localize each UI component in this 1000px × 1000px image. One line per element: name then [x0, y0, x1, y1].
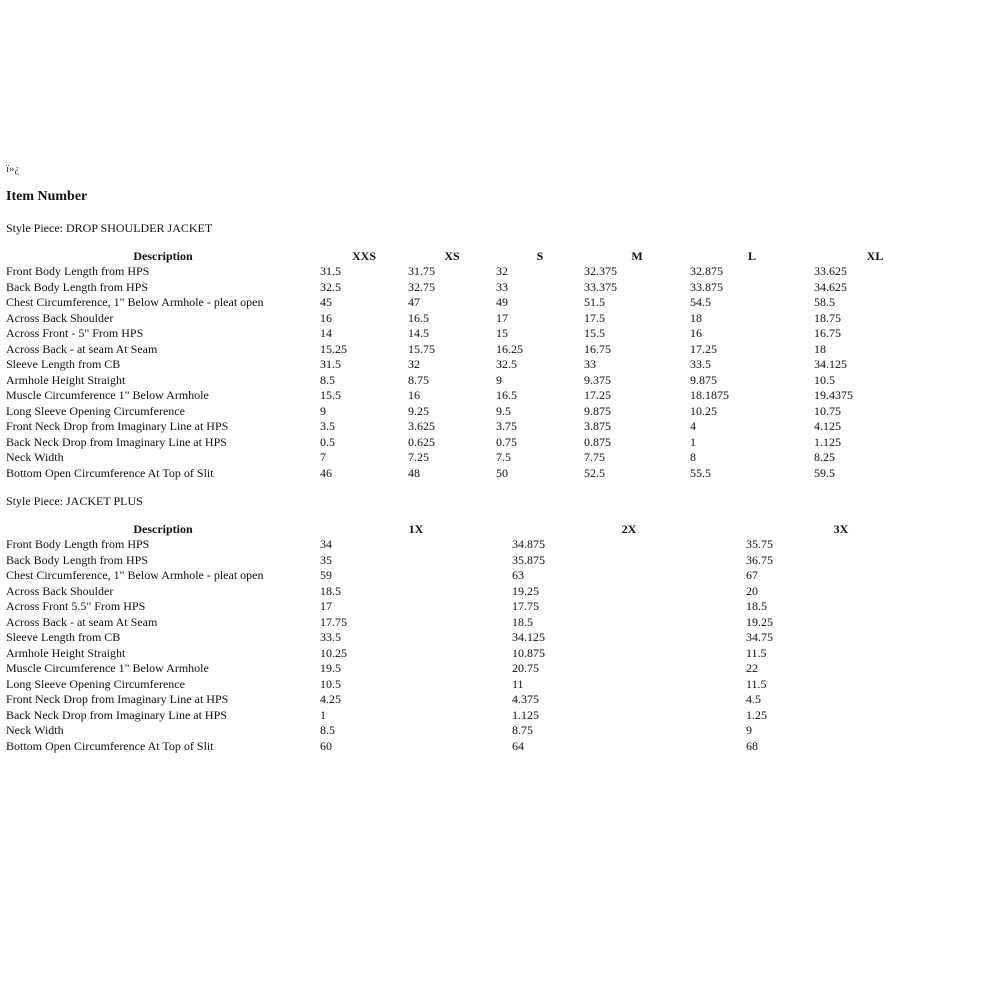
measurement-value-cell: 20: [746, 583, 758, 598]
measurement-value-cell: 35.875: [512, 552, 545, 567]
measurement-value-cell: 51.5: [584, 295, 605, 309]
measurement-value-cell: 15.25: [320, 341, 347, 356]
measurement-value-cell: 52.5: [584, 465, 605, 480]
measurement-value-cell: 10.5: [814, 372, 835, 387]
measurement-value-cell: 18.5: [512, 614, 533, 629]
measurement-value-cell: 20.75: [512, 661, 539, 675]
measurement-description-cell: Across Front - 5" From HPS: [6, 326, 144, 340]
measurement-value-cell: 33.5: [320, 630, 341, 644]
measurement-value-cell: 7: [320, 450, 326, 464]
table-row: [6, 537, 936, 553]
measurement-value-cell: 0.625: [408, 434, 435, 449]
measurement-value-cell: 9: [746, 723, 752, 737]
measurement-value-cell: 35.75: [746, 537, 773, 551]
measurement-value-cell: 8.75: [512, 723, 533, 737]
table-row: [6, 450, 936, 466]
measurement-value-cell: 16.75: [814, 326, 841, 340]
measurement-value-cell: 10.75: [814, 403, 841, 418]
measurement-value-cell: 18.5: [320, 583, 341, 598]
table-row: [6, 739, 936, 755]
measurement-value-cell: 9.375: [584, 372, 611, 387]
measurement-value-cell: 33.625: [814, 264, 847, 278]
measurement-value-cell: 10.25: [690, 403, 717, 418]
table-row: [6, 264, 936, 280]
table-header-row: [6, 521, 936, 537]
measurement-value-cell: 10.5: [320, 676, 341, 691]
measurement-value-cell: 34: [320, 537, 332, 551]
measurement-value-cell: 15.5: [320, 388, 341, 402]
measurement-value-cell: 9.5: [496, 403, 511, 418]
table-row: [6, 342, 936, 358]
measurement-value-cell: 0.875: [584, 434, 611, 449]
measurement-value-cell: 18.5: [746, 599, 767, 613]
measurement-value-cell: 4.125: [814, 419, 841, 433]
measurement-value-cell: 8: [690, 450, 696, 464]
measurement-description-cell: Chest Circumference, 1" Below Armhole - pleat open: [6, 295, 264, 309]
measurement-value-cell: 17.25: [690, 341, 717, 356]
measurement-value-cell: 9: [496, 372, 502, 387]
measurement-description-cell: Across Back Shoulder: [6, 310, 114, 325]
column-header-size: M: [631, 249, 643, 263]
measurement-value-cell: 33.375: [584, 279, 617, 294]
style-piece-label: Style Piece: JACKET PLUS: [6, 494, 143, 508]
measurement-description-cell: Across Front 5.5" From HPS: [6, 599, 146, 613]
measurement-value-cell: 48: [408, 465, 420, 480]
table-row: [6, 404, 936, 420]
column-header-size: S: [536, 249, 544, 263]
measurement-value-cell: 34.625: [814, 279, 847, 294]
measurement-value-cell: 8.5: [320, 723, 335, 737]
measurement-description-cell: Across Back Shoulder: [6, 583, 114, 598]
column-header-description: Description: [133, 522, 193, 536]
measurement-description-cell: Neck Width: [6, 723, 64, 737]
size-spec-table-jacket-plus: [6, 521, 936, 754]
measurement-value-cell: 31.5: [320, 264, 341, 278]
measurement-value-cell: 16.5: [408, 310, 429, 325]
measurement-value-cell: 17.5: [584, 310, 605, 325]
column-header-description: Description: [133, 249, 193, 263]
table-row: [6, 708, 936, 724]
measurement-value-cell: 19.25: [512, 583, 539, 598]
table-row: [6, 280, 936, 296]
measurement-value-cell: 59: [320, 568, 332, 582]
measurement-description-cell: Sleeve Length from CB: [6, 357, 121, 371]
measurement-value-cell: 18: [814, 341, 826, 356]
measurement-value-cell: 4: [690, 419, 696, 433]
column-header-size: XXS: [351, 249, 376, 263]
table-row: [6, 373, 936, 389]
measurement-value-cell: 36.75: [746, 552, 773, 567]
measurement-description-cell: Muscle Circumference 1" Below Armhole: [6, 388, 209, 402]
measurement-value-cell: 4.5: [746, 692, 761, 706]
measurement-value-cell: 19.5: [320, 661, 341, 675]
measurement-value-cell: 17: [320, 599, 332, 613]
measurement-description-cell: Front Neck Drop from Imaginary Line at HPS: [6, 692, 229, 706]
measurement-value-cell: 16.25: [496, 341, 523, 356]
measurement-value-cell: 34.125: [814, 357, 847, 371]
measurement-value-cell: 9.875: [690, 372, 717, 387]
measurement-value-cell: 50: [496, 465, 508, 480]
measurement-value-cell: 0.5: [320, 434, 335, 449]
measurement-value-cell: 32.875: [690, 264, 723, 278]
measurement-value-cell: 11.5: [746, 645, 767, 660]
measurement-value-cell: 32.375: [584, 264, 617, 278]
measurement-value-cell: 18: [690, 310, 702, 325]
measurement-value-cell: 32: [496, 264, 508, 278]
measurement-value-cell: 1: [690, 434, 696, 449]
measurement-value-cell: 63: [512, 568, 524, 582]
measurement-value-cell: 67: [746, 568, 758, 582]
measurement-description-cell: Bottom Open Circumference At Top of Slit: [6, 738, 214, 753]
measurement-value-cell: 49: [496, 295, 508, 309]
measurement-value-cell: 47: [408, 295, 420, 309]
measurement-value-cell: 1.125: [814, 434, 841, 449]
table-row: [6, 419, 936, 435]
measurement-value-cell: 10.875: [512, 645, 545, 660]
measurement-value-cell: 0.75: [496, 434, 517, 449]
table-row: [6, 388, 936, 404]
measurement-value-cell: 8.75: [408, 372, 429, 387]
table-row: [6, 615, 936, 631]
measurement-description-cell: Front Body Length from HPS: [6, 537, 150, 551]
measurement-value-cell: 14.5: [408, 326, 429, 340]
measurement-value-cell: 34.75: [746, 630, 773, 644]
column-header-size: 3X: [833, 522, 849, 536]
column-header-size: L: [747, 249, 756, 263]
measurement-value-cell: 68: [746, 738, 758, 753]
table-row: [6, 435, 936, 451]
measurement-description-cell: Chest Circumference, 1" Below Armhole - pleat open: [6, 568, 264, 582]
measurement-value-cell: 16: [320, 310, 332, 325]
measurement-value-cell: 33: [584, 357, 596, 371]
measurement-value-cell: 16.75: [584, 341, 611, 356]
measurement-value-cell: 58.5: [814, 295, 835, 309]
measurement-value-cell: 18.1875: [690, 388, 729, 402]
measurement-value-cell: 15: [496, 326, 508, 340]
measurement-value-cell: 1: [320, 707, 326, 722]
measurement-value-cell: 17.75: [320, 614, 347, 629]
bom-artifact-text: ï»¿: [6, 163, 20, 175]
measurement-value-cell: 9.25: [408, 403, 429, 418]
measurement-description-cell: Front Body Length from HPS: [6, 264, 150, 278]
measurement-value-cell: 7.5: [496, 450, 511, 464]
measurement-value-cell: 7.75: [584, 450, 605, 464]
measurement-value-cell: 60: [320, 738, 332, 753]
table-row: [6, 661, 936, 677]
measurement-value-cell: 3.5: [320, 419, 335, 433]
measurement-value-cell: 3.875: [584, 419, 611, 433]
table-row: [6, 466, 936, 482]
table-row: [6, 692, 936, 708]
measurement-description-cell: Muscle Circumference 1" Below Armhole: [6, 661, 209, 675]
table-row: [6, 326, 936, 342]
measurement-value-cell: 1.125: [512, 707, 539, 722]
measurement-value-cell: 33.5: [690, 357, 711, 371]
measurement-value-cell: 8.5: [320, 372, 335, 387]
measurement-value-cell: 22: [746, 661, 758, 675]
column-header-size: 2X: [621, 522, 637, 536]
measurement-value-cell: 31.75: [408, 264, 435, 278]
table-row: [6, 677, 936, 693]
measurement-description-cell: Armhole Height Straight: [6, 372, 126, 387]
measurement-value-cell: 16: [408, 388, 420, 402]
measurement-value-cell: 8.25: [814, 450, 835, 464]
column-header-size: XS: [444, 249, 460, 263]
measurement-value-cell: 18.75: [814, 310, 841, 325]
measurement-value-cell: 64: [512, 738, 524, 753]
table-row: [6, 599, 936, 615]
table-row: [6, 646, 936, 662]
measurement-value-cell: 46: [320, 465, 332, 480]
measurement-value-cell: 31.5: [320, 357, 341, 371]
measurement-value-cell: 34.125: [512, 630, 545, 644]
size-spec-table-drop-shoulder: [6, 248, 936, 481]
measurement-value-cell: 33: [496, 279, 508, 294]
measurement-value-cell: 16: [690, 326, 702, 340]
table-row: [6, 357, 936, 373]
measurement-description-cell: Long Sleeve Opening Circumference: [6, 403, 185, 418]
measurement-description-cell: Across Back - at seam At Seam: [6, 341, 158, 356]
table-row: [6, 553, 936, 569]
measurement-description-cell: Long Sleeve Opening Circumference: [6, 676, 185, 691]
style-piece-label: Style Piece: DROP SHOULDER JACKET: [6, 221, 213, 235]
measurement-description-cell: Bottom Open Circumference At Top of Slit: [6, 465, 214, 480]
measurement-value-cell: 19.25: [746, 614, 773, 629]
measurement-value-cell: 9: [320, 403, 326, 418]
measurement-value-cell: 17: [496, 310, 508, 325]
measurement-description-cell: Across Back - at seam At Seam: [6, 614, 158, 629]
measurement-value-cell: 4.375: [512, 692, 539, 706]
measurement-description-cell: Sleeve Length from CB: [6, 630, 121, 644]
measurement-description-cell: Back Neck Drop from Imaginary Line at HPS: [6, 707, 227, 722]
measurement-value-cell: 16.5: [496, 388, 517, 402]
measurement-description-cell: Back Body Length from HPS: [6, 552, 148, 567]
measurement-value-cell: 14: [320, 326, 332, 340]
measurement-value-cell: 34.875: [512, 537, 545, 551]
measurement-description-cell: Back Body Length from HPS: [6, 279, 148, 294]
measurement-description-cell: Armhole Height Straight: [6, 645, 126, 660]
measurement-value-cell: 32: [408, 357, 420, 371]
table-row: [6, 630, 936, 646]
measurement-value-cell: 11.5: [746, 676, 767, 691]
page-title: Item Number: [6, 189, 88, 204]
measurement-value-cell: 17.25: [584, 388, 611, 402]
measurement-value-cell: 11: [512, 676, 524, 691]
measurement-value-cell: 32.75: [408, 279, 435, 294]
measurement-value-cell: 1.25: [746, 707, 767, 722]
table-row: [6, 723, 936, 739]
table-row: [6, 295, 936, 311]
measurement-description-cell: Front Neck Drop from Imaginary Line at HPS: [6, 419, 229, 433]
measurement-value-cell: 7.25: [408, 450, 429, 464]
measurement-value-cell: 54.5: [690, 295, 711, 309]
measurement-value-cell: 17.75: [512, 599, 539, 613]
measurement-value-cell: 35: [320, 552, 332, 567]
column-header-size: XL: [866, 249, 884, 263]
measurement-value-cell: 32.5: [320, 279, 341, 294]
measurement-value-cell: 4.25: [320, 692, 341, 706]
column-header-size: 1X: [408, 522, 424, 536]
measurement-value-cell: 15.5: [584, 326, 605, 340]
measurement-value-cell: 3.625: [408, 419, 435, 433]
measurement-value-cell: 55.5: [690, 465, 711, 480]
measurement-value-cell: 3.75: [496, 419, 517, 433]
measurement-value-cell: 45: [320, 295, 332, 309]
table-header-row: [6, 248, 936, 264]
measurement-value-cell: 15.75: [408, 341, 435, 356]
measurement-value-cell: 59.5: [814, 465, 835, 480]
measurement-value-cell: 19.4375: [814, 388, 853, 402]
measurement-description-cell: Back Neck Drop from Imaginary Line at HPS: [6, 434, 227, 449]
table-row: [6, 311, 936, 327]
measurement-value-cell: 32.5: [496, 357, 517, 371]
measurement-value-cell: 33.875: [690, 279, 723, 294]
table-row: [6, 584, 936, 600]
measurement-description-cell: Neck Width: [6, 450, 64, 464]
measurement-value-cell: 10.25: [320, 645, 347, 660]
measurement-value-cell: 9.875: [584, 403, 611, 418]
table-row: [6, 568, 936, 584]
